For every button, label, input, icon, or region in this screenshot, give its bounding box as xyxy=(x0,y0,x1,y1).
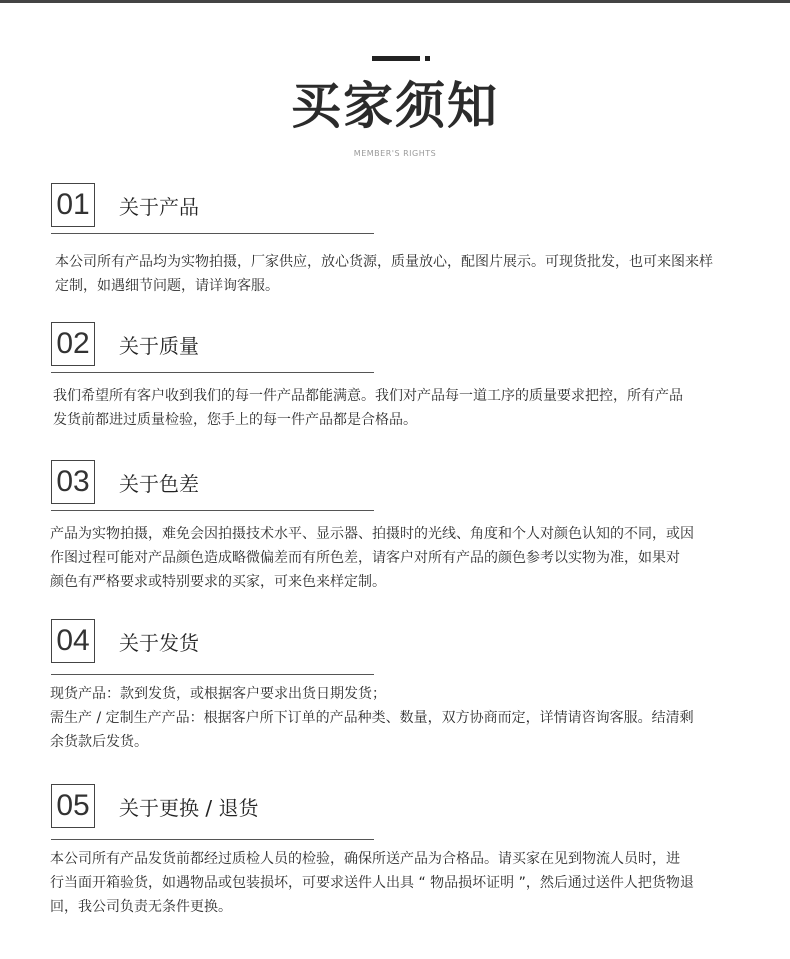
section-divider xyxy=(51,839,374,840)
section-divider xyxy=(51,510,374,511)
section-number: 04 xyxy=(51,619,95,663)
section-body xyxy=(55,250,755,298)
section-title: 关于产品 xyxy=(119,195,199,219)
section-title: 关于色差 xyxy=(119,472,199,496)
section-divider xyxy=(51,372,374,373)
page-subtitle: MEMBER'S RIGHTS xyxy=(353,149,437,158)
body-line: 作图过程可能对产品颜色造成略微偏差而有所色差，请客户对所有产品的颜色参考以实物为准，如果对 xyxy=(50,550,680,566)
section-body xyxy=(50,522,750,594)
page-title: 买家须知 xyxy=(291,77,499,135)
section-body xyxy=(53,384,753,432)
body-line: 颜色有严格要求或特别要求的买家，可来色来样定制。 xyxy=(50,574,386,590)
section-number: 02 xyxy=(51,322,95,366)
section-number: 03 xyxy=(51,460,95,504)
body-line: 行当面开箱验货，如遇物品或包装损坏，可要求送件人出具 “ 物品损坏证明 ”，然后通过送件人把货物退 xyxy=(50,875,694,891)
section-body xyxy=(50,682,750,754)
body-line: 定制，如遇细节问题，请详询客服。 xyxy=(55,278,279,294)
body-line: 本公司所有产品均为实物拍摄，厂家供应，放心货源，质量放心，配图片展示。可现货批发，也可来图来样 xyxy=(55,254,713,270)
body-line: 需生产 / 定制生产产品：根据客户所下订单的产品种类、数量，双方协商而定，详情请咨询客服。结清剩 xyxy=(50,710,694,726)
body-line: 余货款后发货。 xyxy=(50,734,148,750)
body-line: 发货前都进过质量检验，您手上的每一件产品都是合格品。 xyxy=(53,412,417,428)
section-title: 关于更换 / 退货 xyxy=(119,796,259,820)
body-line: 现货产品：款到发货，或根据客户要求出货日期发货； xyxy=(50,686,386,702)
section-number: 01 xyxy=(51,183,95,227)
title-decoration-dash xyxy=(372,56,420,61)
section-number: 05 xyxy=(51,784,95,828)
top-border-line xyxy=(0,0,790,3)
section-divider xyxy=(51,233,374,234)
section-title: 关于发货 xyxy=(119,631,199,655)
section-divider xyxy=(51,674,374,675)
body-line: 我们希望所有客户收到我们的每一件产品都能满意。我们对产品每一道工序的质量要求把控，所有产品 xyxy=(53,388,683,404)
body-line: 产品为实物拍摄，难免会因拍摄技术水平、显示器、拍摄时的光线、角度和个人对颜色认知的不同，或因 xyxy=(50,526,694,542)
body-line: 回，我公司负责无条件更换。 xyxy=(50,899,232,915)
body-line: 本公司所有产品发货前都经过质检人员的检验，确保所送产品为合格品。请买家在见到物流人员时，进 xyxy=(50,851,680,867)
section-title: 关于质量 xyxy=(119,334,199,358)
title-decoration-dot xyxy=(425,56,430,61)
section-body xyxy=(50,847,750,919)
